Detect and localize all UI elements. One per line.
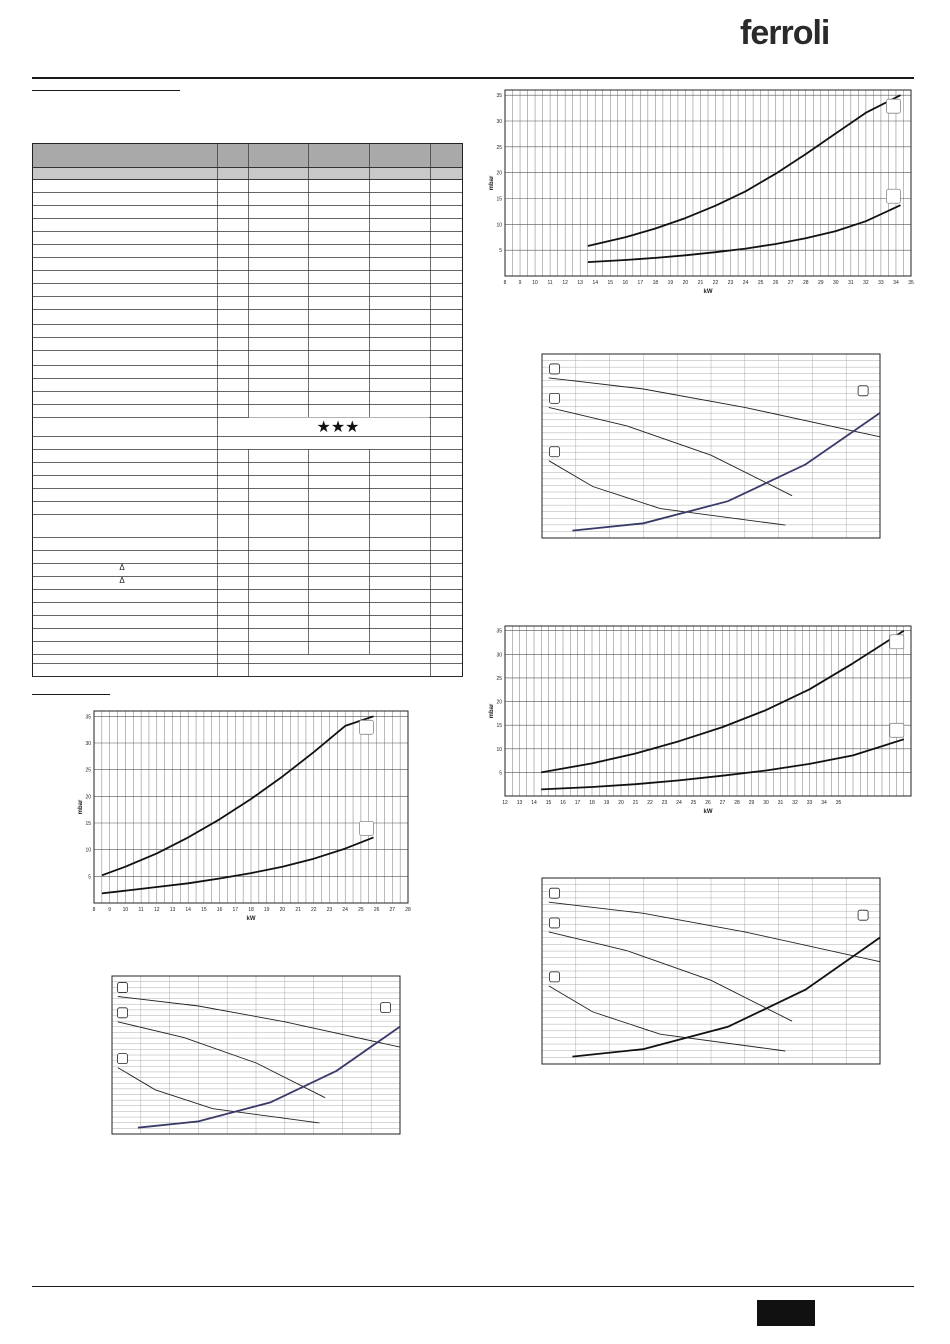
- y-tick-label: 15: [496, 196, 502, 203]
- x-tick-label: 23: [326, 907, 333, 913]
- x-tick-label: 19: [667, 280, 674, 286]
- y-tick-label: 5: [499, 248, 502, 255]
- gas-pressure-chart-3: [487, 620, 917, 818]
- x-tick-label: 15: [201, 907, 207, 913]
- x-tick-label: 26: [705, 800, 711, 806]
- x-tick-label: 25: [358, 907, 364, 913]
- x-tick-label: 28: [734, 800, 740, 806]
- curve-marker-box: [886, 99, 900, 113]
- x-tick-label: 14: [185, 907, 191, 913]
- x-tick-label: 10: [532, 280, 538, 286]
- y-tick-label: 25: [496, 675, 502, 682]
- x-tick-label: 19: [263, 907, 270, 913]
- x-tick-label: 24: [342, 907, 348, 913]
- curve-marker-box: [118, 1008, 128, 1018]
- footer-rule: [32, 1286, 914, 1287]
- x-tick-label: 11: [547, 280, 553, 286]
- delta-symbol-1: Δ: [119, 563, 125, 572]
- x-tick-label: 15: [545, 800, 552, 806]
- y-tick-label: 20: [496, 699, 502, 706]
- x-tick-label: 25: [757, 280, 764, 286]
- x-tick-label: 12: [154, 907, 160, 913]
- curve-marker-box: [550, 972, 560, 982]
- x-tick-label: 27: [719, 800, 726, 806]
- x-tick-label: 9: [518, 280, 522, 286]
- x-tick-label: 14: [592, 280, 599, 286]
- x-tick-label: 24: [676, 800, 682, 806]
- technical-data-table: [32, 143, 464, 679]
- curve-marker-box: [550, 364, 560, 374]
- x-tick-label: 35: [835, 800, 842, 806]
- pump-curve-diagram-2: [106, 972, 402, 1138]
- x-tick-label: 22: [647, 800, 653, 806]
- x-tick-label: 17: [232, 907, 239, 913]
- x-tick-label: 32: [792, 800, 798, 806]
- x-tick-label: 20: [279, 907, 286, 913]
- x-tick-label: 23: [661, 800, 668, 806]
- y-tick-label: 5: [499, 770, 502, 777]
- pump-curve-diagram-1: [536, 350, 882, 542]
- pump-speed-curve-3: [118, 1068, 320, 1123]
- curve-marker-box: [359, 821, 373, 835]
- x-tick-label: 21: [697, 280, 704, 286]
- x-tick-label: 26: [373, 907, 380, 913]
- x-tick-label: 12: [562, 280, 568, 286]
- y-tick-label: 5: [88, 874, 91, 881]
- energy-rating-stars: ★★★: [316, 419, 360, 436]
- x-tick-label: 16: [622, 280, 629, 286]
- x-tick-label: 29: [748, 800, 755, 806]
- x-tick-label: 32: [863, 280, 869, 286]
- x-tick-label: 35: [908, 280, 914, 286]
- table-border: [33, 144, 463, 677]
- y-tick-label: 20: [85, 794, 91, 801]
- y-tick-label: 35: [85, 714, 91, 721]
- x-tick-label: 34: [821, 800, 827, 806]
- y-axis-label: mbar: [489, 703, 495, 719]
- curve-marker-box: [858, 910, 868, 920]
- y-tick-label: 25: [496, 144, 502, 151]
- x-axis-label: kW: [246, 916, 256, 922]
- x-tick-label: 21: [632, 800, 639, 806]
- x-tick-label: 24: [742, 280, 749, 286]
- x-tick-label: 8: [503, 280, 507, 286]
- curve-marker-box: [359, 720, 373, 734]
- table-subheader-row: [33, 168, 463, 180]
- y-tick-label: 10: [496, 746, 502, 753]
- pump-speed-curve-3: [549, 986, 786, 1051]
- x-tick-label: 12: [502, 800, 508, 806]
- y-tick-label: 35: [496, 628, 502, 635]
- page-number-tab: [757, 1300, 815, 1326]
- curve-marker-box: [381, 1003, 391, 1013]
- delta-symbol-2: Δ: [119, 576, 125, 585]
- x-tick-label: 20: [682, 280, 689, 286]
- curve-marker-box: [118, 1054, 128, 1064]
- y-tick-label: 30: [496, 652, 502, 659]
- system-resistance-curve: [572, 938, 880, 1057]
- y-tick-label: 25: [85, 767, 91, 774]
- table-header-row: [33, 144, 463, 168]
- series-line-1: [102, 716, 374, 875]
- series-line-2: [102, 837, 374, 893]
- x-tick-label: 16: [216, 907, 223, 913]
- x-tick-label: 22: [712, 280, 719, 286]
- x-tick-label: 33: [806, 800, 813, 806]
- x-tick-label: 13: [577, 280, 583, 286]
- x-tick-label: 11: [138, 907, 144, 913]
- curve-marker-box: [858, 386, 868, 396]
- pump-speed-curve-3: [549, 461, 786, 525]
- x-tick-label: 23: [727, 280, 734, 286]
- x-tick-label: 17: [637, 280, 644, 286]
- curve-marker-box: [550, 888, 560, 898]
- x-tick-label: 17: [574, 800, 581, 806]
- y-tick-label: 15: [496, 723, 502, 730]
- x-tick-label: 29: [817, 280, 824, 286]
- x-axis-label: kW: [703, 289, 713, 295]
- x-tick-label: 25: [690, 800, 697, 806]
- x-tick-label: 27: [389, 907, 396, 913]
- x-tick-label: 18: [589, 800, 595, 806]
- curve-marker-box: [550, 393, 560, 403]
- x-tick-label: 21: [295, 907, 301, 913]
- curve-marker-box: [890, 635, 904, 649]
- system-resistance-curve: [138, 1027, 400, 1128]
- x-tick-label: 34: [893, 280, 899, 286]
- gas-pressure-chart-1: [487, 84, 917, 298]
- y-tick-label: 15: [85, 821, 91, 827]
- x-tick-label: 26: [772, 280, 779, 286]
- curve-marker-box: [550, 918, 560, 928]
- y-tick-label: 30: [496, 119, 502, 125]
- x-tick-label: 18: [652, 280, 659, 286]
- x-tick-label: 31: [848, 280, 854, 286]
- curve-marker-box: [886, 189, 900, 203]
- x-tick-label: 30: [833, 280, 839, 286]
- y-tick-label: 10: [85, 847, 91, 854]
- y-tick-label: 10: [496, 222, 502, 229]
- diagram-title-underline: [32, 694, 110, 695]
- series-line-1: [588, 95, 901, 246]
- curve-marker-box: [550, 447, 560, 457]
- y-axis-label: mbar: [78, 799, 84, 815]
- system-resistance-curve: [572, 413, 880, 531]
- x-tick-label: 18: [248, 907, 254, 913]
- x-tick-label: 20: [618, 800, 624, 806]
- x-tick-label: 19: [603, 800, 610, 806]
- x-tick-label: 16: [560, 800, 566, 806]
- x-tick-label: 13: [169, 907, 176, 913]
- gas-pressure-chart-2: [76, 705, 416, 922]
- x-tick-label: 31: [777, 800, 784, 806]
- y-tick-label: 20: [496, 170, 502, 177]
- x-tick-label: 28: [405, 907, 411, 913]
- x-tick-label: 22: [311, 907, 317, 913]
- section-title-underline: [32, 90, 180, 91]
- x-tick-label: 14: [531, 800, 537, 806]
- curve-marker-box: [118, 983, 128, 993]
- x-tick-label: 9: [108, 907, 112, 913]
- x-tick-label: 28: [802, 280, 809, 286]
- x-tick-label: 10: [122, 907, 129, 913]
- y-tick-label: 35: [496, 93, 502, 100]
- y-tick-label: 30: [85, 741, 91, 747]
- x-tick-label: 15: [607, 280, 614, 286]
- x-tick-label: 13: [516, 800, 523, 806]
- header-rule: [32, 77, 914, 79]
- x-axis-label: kW: [703, 809, 713, 815]
- x-tick-label: 8: [92, 907, 96, 913]
- x-tick-label: 30: [763, 800, 769, 806]
- ferroli-logo: ferroli: [740, 14, 830, 52]
- x-tick-label: 33: [878, 280, 884, 286]
- y-axis-label: mbar: [489, 175, 495, 191]
- x-tick-label: 27: [787, 280, 794, 286]
- curve-marker-box: [890, 723, 904, 737]
- pump-curve-diagram-3: [536, 874, 882, 1068]
